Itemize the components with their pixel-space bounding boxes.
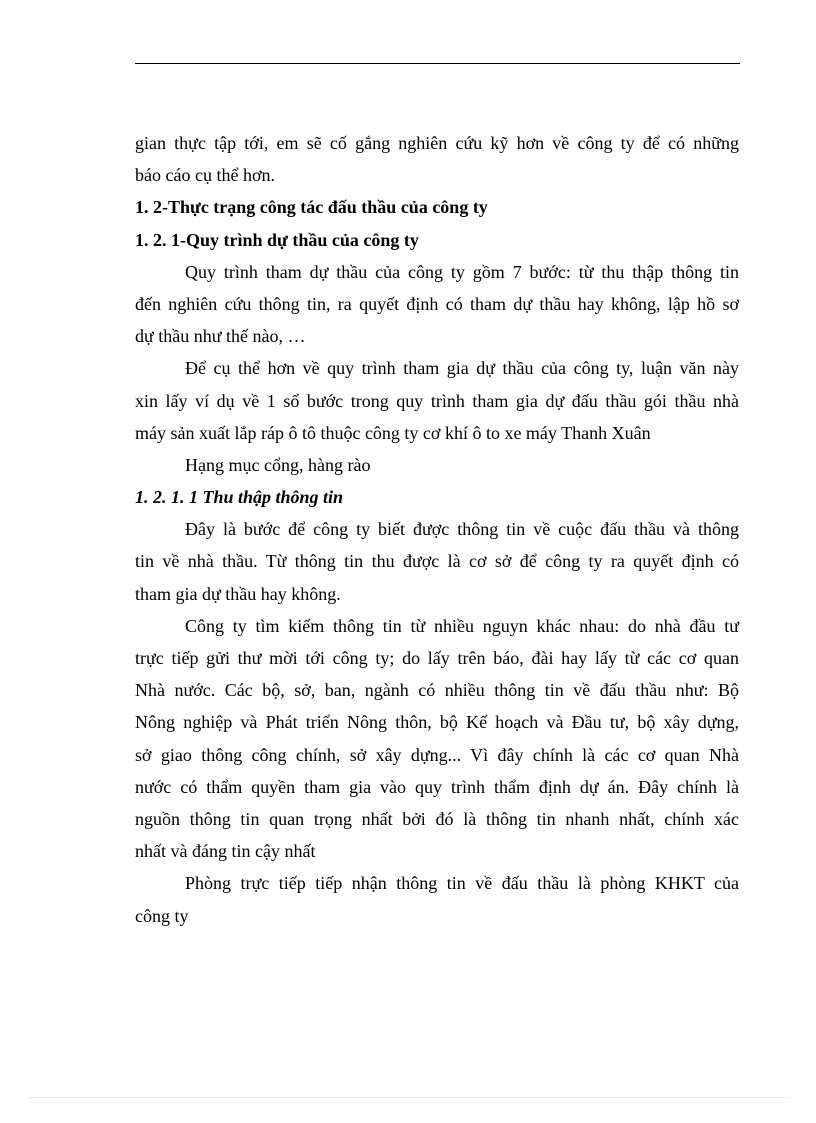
text-line: xin lấy ví dụ về 1 số bước trong quy trình tham gia dự đấu thầu gói thầu nhà [135, 390, 739, 411]
text-line: báo cáo cụ thể hơn. [135, 165, 275, 186]
text-line: gian thực tập tới, em sẽ cố gắng nghiên cứu kỹ hơn về công ty để có những [135, 133, 739, 153]
text-line: trực tiếp gửi thư mời tới công ty; do lấy trên báo, đài hay lấy từ các cơ quan [135, 648, 739, 668]
header-rule [135, 63, 740, 64]
text-line: sở giao thông công chính, sở xây dựng... Vì đây chính là các cơ quan Nhà [135, 744, 739, 765]
text-line: tin về nhà thầu. Từ thông tin thu được là cơ sở để công ty ra quyết định có [135, 551, 739, 572]
body-paragraph [135, 867, 739, 931]
body-paragraph [135, 256, 739, 353]
text-line: nước có thẩm quyền tham gia vào quy trình thẩm định dự án. Đây chính là [135, 776, 739, 797]
text-line: đến nghiên cứu thông tin, ra quyết định có tham dự thầu hay không, lập hồ sơ [135, 293, 739, 314]
text-line: Đây là bước để công ty biết được thông tin về cuộc đấu thầu và thông [185, 519, 739, 540]
text-line: nguồn thông tin quan trọng nhất bởi đó là thông tin nhanh nhất, chính xác [135, 808, 739, 829]
text-line: Phòng trực tiếp tiếp nhận thông tin về đấu thầu là phòng KHKT của [185, 873, 739, 894]
text-line: Nông nghiệp và Phát triển Nông thôn, bộ Kế hoạch và Đầu tư, bộ xây dựng, [135, 712, 739, 733]
body-paragraph [135, 610, 739, 868]
text-line: tham gia dự thầu hay không. [135, 583, 341, 604]
section-heading: 1. 2-Thực trạng công tác đấu thầu của công ty [135, 197, 488, 218]
document-body [135, 127, 739, 932]
body-paragraph [135, 352, 739, 449]
text-line: Quy trình tham dự thầu của công ty gồm 7 bước: từ thu thập thông tin [185, 261, 739, 282]
item-heading: 1. 2. 1. 1 Thu thập thông tin [135, 487, 344, 508]
text-line: công ty [135, 905, 189, 926]
footer-rule [28, 1097, 788, 1098]
body-paragraph [135, 127, 739, 191]
text-line: nhất và đáng tin cậy nhất [135, 841, 316, 862]
body-paragraph: Hạng mục cổng, hàng rào [185, 454, 371, 475]
subsection-heading: 1. 2. 1-Quy trình dự thầu của công ty [135, 229, 419, 250]
text-line: máy sản xuất lắp ráp ô tô thuộc công ty cơ khí ô to xe máy Thanh Xuân [135, 422, 651, 443]
body-paragraph [135, 513, 739, 610]
text-line: Nhà nước. Các bộ, sở, ban, ngành có nhiều thông tin về đấu thầu như: Bộ [135, 680, 739, 701]
text-line: Công ty tìm kiếm thông tin từ nhiều nguyn khác nhau: do nhà đầu tư [185, 615, 739, 636]
text-line: dự thầu như thế nào, … [135, 326, 306, 347]
text-line: Để cụ thể hơn về quy trình tham gia dự thầu của công ty, luận văn này [185, 358, 739, 379]
